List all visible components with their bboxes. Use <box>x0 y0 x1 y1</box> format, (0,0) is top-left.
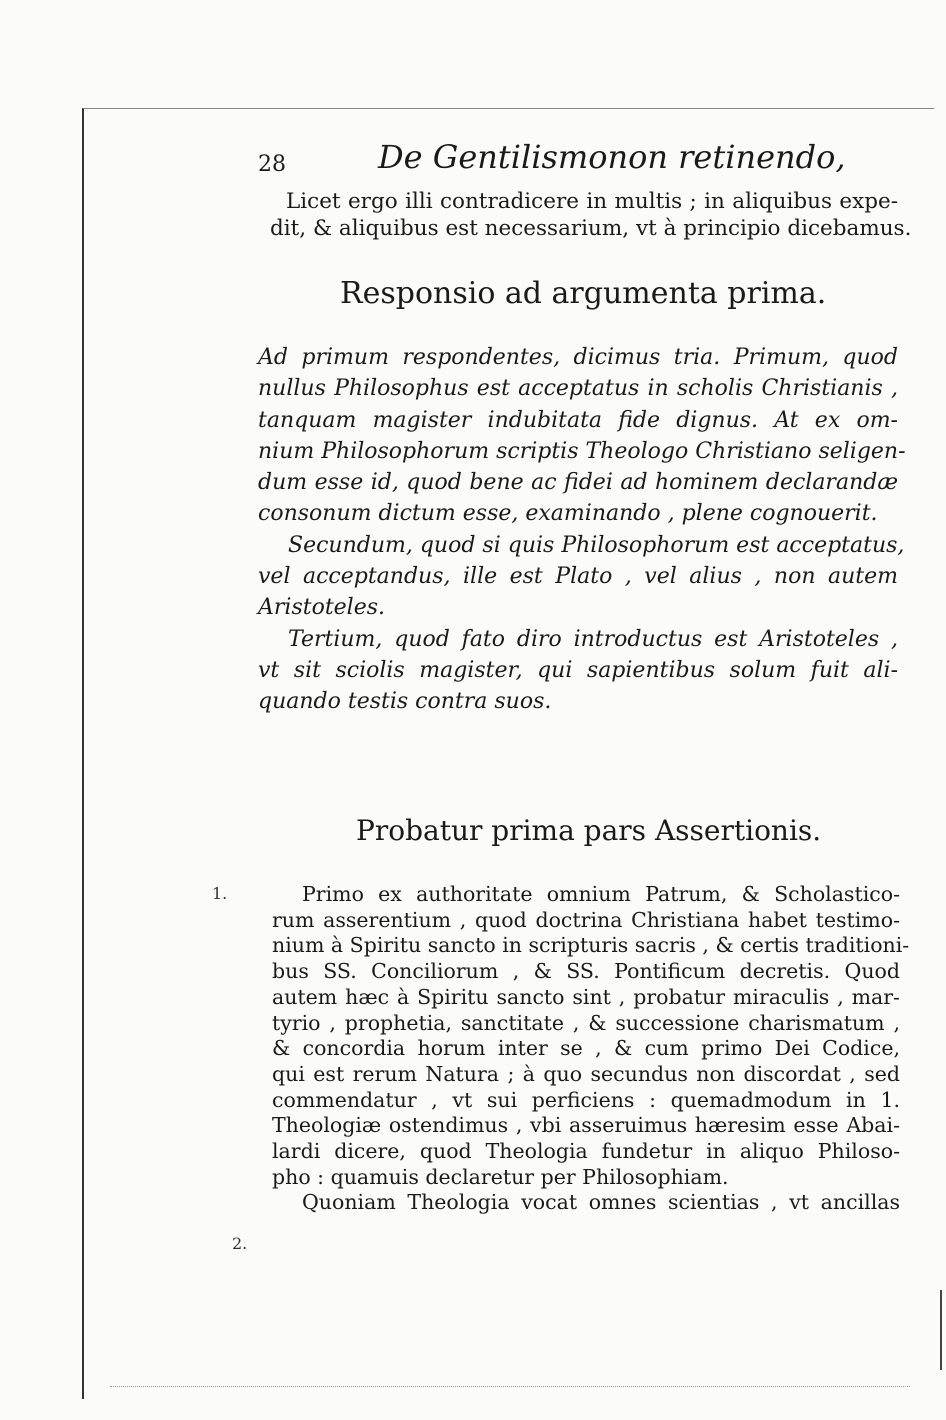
text-line: quando testis contra suos. <box>258 689 552 715</box>
text-line: Licet ergo illi contradicere in multis ; in aliquibus expe- <box>286 189 898 214</box>
bottom-rule <box>110 1386 910 1387</box>
response-paragraph <box>258 342 906 530</box>
text-line: Aristoteles. <box>258 595 386 621</box>
text-line: vt sit sciolis magister, qui sapientibus solum fuit ali- <box>258 657 898 683</box>
text-line: lardi dicere, quod Theologia fundetur in aliquo Philoso- <box>272 1139 900 1164</box>
text-line: Theologiæ ostendimus , vbi asseruimus hæresim esse Abai- <box>272 1113 900 1138</box>
text-line: rum asserentium , quod doctrina Christiana habet testimo- <box>272 907 900 932</box>
intro-paragraph <box>270 188 912 242</box>
text-line: tyrio , prophetia, sanctitate , & successione charismatum , <box>272 1010 900 1035</box>
section-heading: Responsio ad argumenta prima. <box>340 276 827 311</box>
response-paragraph <box>258 530 905 624</box>
assertion-paragraph <box>272 882 910 1216</box>
text-line: dit, & aliquibus est necessarium, vt à principio dicebamus. <box>270 216 912 241</box>
text-line: nium à Spiritu sancto in scripturis sacris , & certis traditioni- <box>272 933 910 958</box>
running-title: De Gentilismonon retinendo, <box>378 138 846 176</box>
text-line: consonum dictum esse, examinando , plene cognouerit. <box>258 501 878 527</box>
page-header <box>258 138 878 182</box>
text-line: Tertium, quod fato diro introductus est Aristoteles , <box>288 626 898 652</box>
text-line: Primo ex authoritate omnium Patrum, & Scholastico- <box>302 882 900 906</box>
section-heading: Probatur prima pars Assertionis. <box>356 814 822 847</box>
text-line: vel acceptandus, ille est Plato , vel alius , non autem <box>258 564 898 590</box>
text-line: Ad primum respondentes, dicimus tria. Primum, quod <box>258 345 898 370</box>
margin-note: 2. <box>232 1234 248 1253</box>
response-paragraph <box>258 624 898 718</box>
text-line: & concordia horum inter se , & cum primo Dei Codice, <box>272 1036 900 1061</box>
text-line: nium Philosophorum scriptis Theologo Christiano seligen- <box>258 438 906 464</box>
text-line: pho : quamuis declaretur per Philosophiam. <box>272 1164 729 1189</box>
page-number: 28 <box>258 152 286 177</box>
text-line: Secundum, quod si quis Philosophorum est acceptatus, <box>288 532 905 558</box>
text-line: Quoniam Theologia vocat omnes scientias , vt ancillas <box>302 1190 900 1215</box>
text-line: bus SS. Conciliorum , & SS. Pontificum decretis. Quod <box>272 959 900 984</box>
text-line: tanquam magister indubitata fide dignus. At ex om- <box>258 407 898 433</box>
page-edge <box>940 1290 942 1370</box>
margin-note: 1. <box>212 884 228 903</box>
text-line: nullus Philosophus est acceptatus in scholis Christianis , <box>258 376 898 402</box>
text-line: qui est rerum Natura ; à quo secundus non discordat , sed <box>272 1061 900 1086</box>
text-line: commendatur , vt sui perficiens : quemadmodum in 1. <box>272 1087 900 1112</box>
responses-block <box>258 342 906 718</box>
text-line: dum esse id, quod bene ac fidei ad hominem declarandæ <box>258 470 898 496</box>
text-line: autem hæc à Spiritu sancto sint , probatur miraculis , mar- <box>272 984 900 1009</box>
